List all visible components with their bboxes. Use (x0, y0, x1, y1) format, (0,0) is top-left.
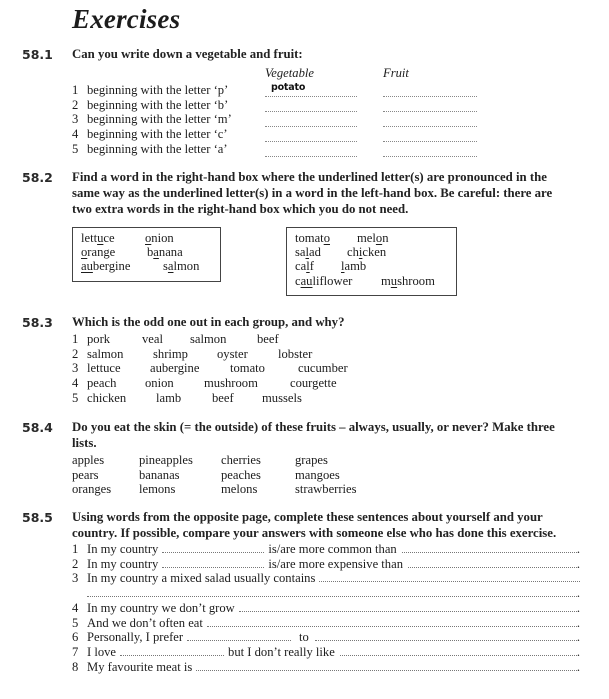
fruit-answer-3[interactable] (383, 114, 477, 127)
box-row (81, 259, 212, 273)
blank-2b[interactable] (408, 557, 577, 568)
blank-1b[interactable] (402, 542, 577, 553)
list-item: 2 salmon shrimp oyster lobster (72, 346, 313, 361)
item-number: 4 (72, 127, 79, 142)
word: cauliflower (295, 273, 353, 288)
exercise-instruction: Can you write down a vegetable and fruit: (72, 47, 303, 61)
exercise-number: 58.4 (22, 420, 53, 435)
word: orange (81, 245, 116, 260)
right-word-box (286, 227, 457, 296)
item-text: beginning with the letter ‘p’ (87, 83, 229, 97)
word: salmon (163, 259, 200, 274)
word: lettuce (81, 231, 115, 245)
vegetable-answer-5[interactable] (265, 144, 357, 157)
list-item (72, 127, 232, 142)
list-item: 7 I love but I don’t really like . (72, 644, 580, 659)
list-item: 6 Personally, I prefer to . (72, 630, 580, 645)
list-item (72, 112, 232, 127)
box-row (81, 231, 212, 245)
word: aubergine (81, 259, 131, 274)
list-item: 5 And we don’t often eat . (72, 615, 580, 630)
column-header-vegetable: Vegetable (265, 66, 314, 80)
item-text: beginning with the letter ‘a’ (87, 141, 228, 156)
word: chicken (347, 245, 387, 260)
word: onion (145, 231, 174, 245)
list-item (72, 98, 232, 113)
exercise-instruction: Which is the odd one out in each group, and why? (72, 315, 345, 329)
blank-7a[interactable] (120, 645, 224, 656)
blank-2a[interactable] (162, 557, 264, 568)
list-item: 8 My favourite meat is . (72, 659, 580, 674)
list-item: 4 peach onion mushroom courgette (72, 376, 337, 391)
list-item: . (72, 586, 580, 601)
fruit-answer-2[interactable] (383, 99, 477, 112)
left-word-box (72, 227, 221, 282)
exercise-number: 58.5 (22, 510, 53, 525)
blank-4[interactable] (239, 601, 577, 612)
list-item (72, 83, 232, 98)
list-item: 5 chicken lamb beef mussels (72, 390, 302, 405)
word: melon (357, 231, 389, 245)
list-item: 1 pork veal salmon beef (72, 332, 279, 346)
blank-5[interactable] (207, 616, 577, 627)
box-row (295, 231, 448, 245)
blank-8[interactable] (196, 660, 577, 671)
blank-6b[interactable] (315, 630, 577, 641)
item-number: 1 (72, 83, 79, 97)
list-item (72, 142, 232, 157)
vegetable-answer-1[interactable] (265, 84, 357, 97)
fruit-answer-4[interactable] (383, 129, 477, 142)
exercise-number: 58.3 (22, 315, 53, 330)
list-item: 4 In my country we don’t grow . (72, 600, 580, 615)
box-row (81, 245, 212, 259)
word: calf (295, 259, 314, 274)
item-number: 5 (72, 141, 79, 156)
blank-3a[interactable] (319, 571, 580, 582)
blank-3b[interactable] (87, 586, 577, 597)
fruit-list (72, 453, 357, 497)
exercise-instruction: Find a word in the right-hand box where the underlined letter(s) are pronounced in the same way as the underlined letter(s) in a word in the left-hand box. Be careful: there are two extra words in the right-hand box which you do not need. (72, 170, 553, 216)
list-row: pears bananas peaches mangoes (72, 467, 340, 482)
column-header-fruit: Fruit (383, 66, 409, 80)
exercise-instruction: Do you eat the skin (= the outside) of these fruits – always, usually, or never? Make three lists. (72, 420, 555, 450)
word: salad (295, 245, 321, 260)
vegetable-fruit-list (72, 83, 232, 157)
word: tomato (295, 231, 330, 245)
vegetable-answer-3[interactable] (265, 114, 357, 127)
odd-one-out-groups (72, 332, 348, 406)
exercise-number: 58.1 (22, 47, 53, 62)
list-item: 2 In my country is/are more expensive than . (72, 556, 580, 571)
exercise-number: 58.2 (22, 170, 53, 185)
list-row: oranges lemons melons strawberries (72, 482, 357, 497)
fruit-answer-1[interactable] (383, 84, 477, 97)
box-row (295, 274, 448, 288)
item-number: 3 (72, 112, 79, 127)
word: lamb (341, 259, 367, 274)
item-text: beginning with the letter ‘c’ (87, 127, 228, 142)
item-text: beginning with the letter ‘b’ (87, 97, 229, 112)
vegetable-answer-2[interactable] (265, 99, 357, 112)
word: mushroom (381, 273, 435, 288)
fruit-answer-5[interactable] (383, 144, 477, 157)
sentence-list (72, 542, 580, 674)
exercise-instruction: Using words from the opposite page, complete these sentences about yourself and your country. If possible, compare your answers with someone else who has done this exercise. (72, 510, 557, 540)
vegetable-answer-4[interactable] (265, 129, 357, 142)
item-text: beginning with the letter ‘m’ (87, 112, 232, 127)
blank-1a[interactable] (162, 542, 264, 553)
page-title: Exercises (72, 4, 181, 34)
list-item: 3 In my country a mixed salad usually contains (72, 571, 580, 586)
item-number: 2 (72, 97, 79, 112)
list-item: 3 lettuce aubergine tomato cucumber (72, 361, 348, 376)
blank-7b[interactable] (340, 645, 577, 656)
list-row: apples pineapples cherries grapes (72, 453, 328, 467)
handwritten-answer: potato (271, 82, 306, 93)
list-item: 1 In my country is/are more common than . (72, 542, 580, 556)
word: banana (147, 245, 183, 260)
box-row (295, 259, 448, 273)
blank-6a[interactable] (187, 630, 291, 641)
box-row (295, 245, 448, 259)
